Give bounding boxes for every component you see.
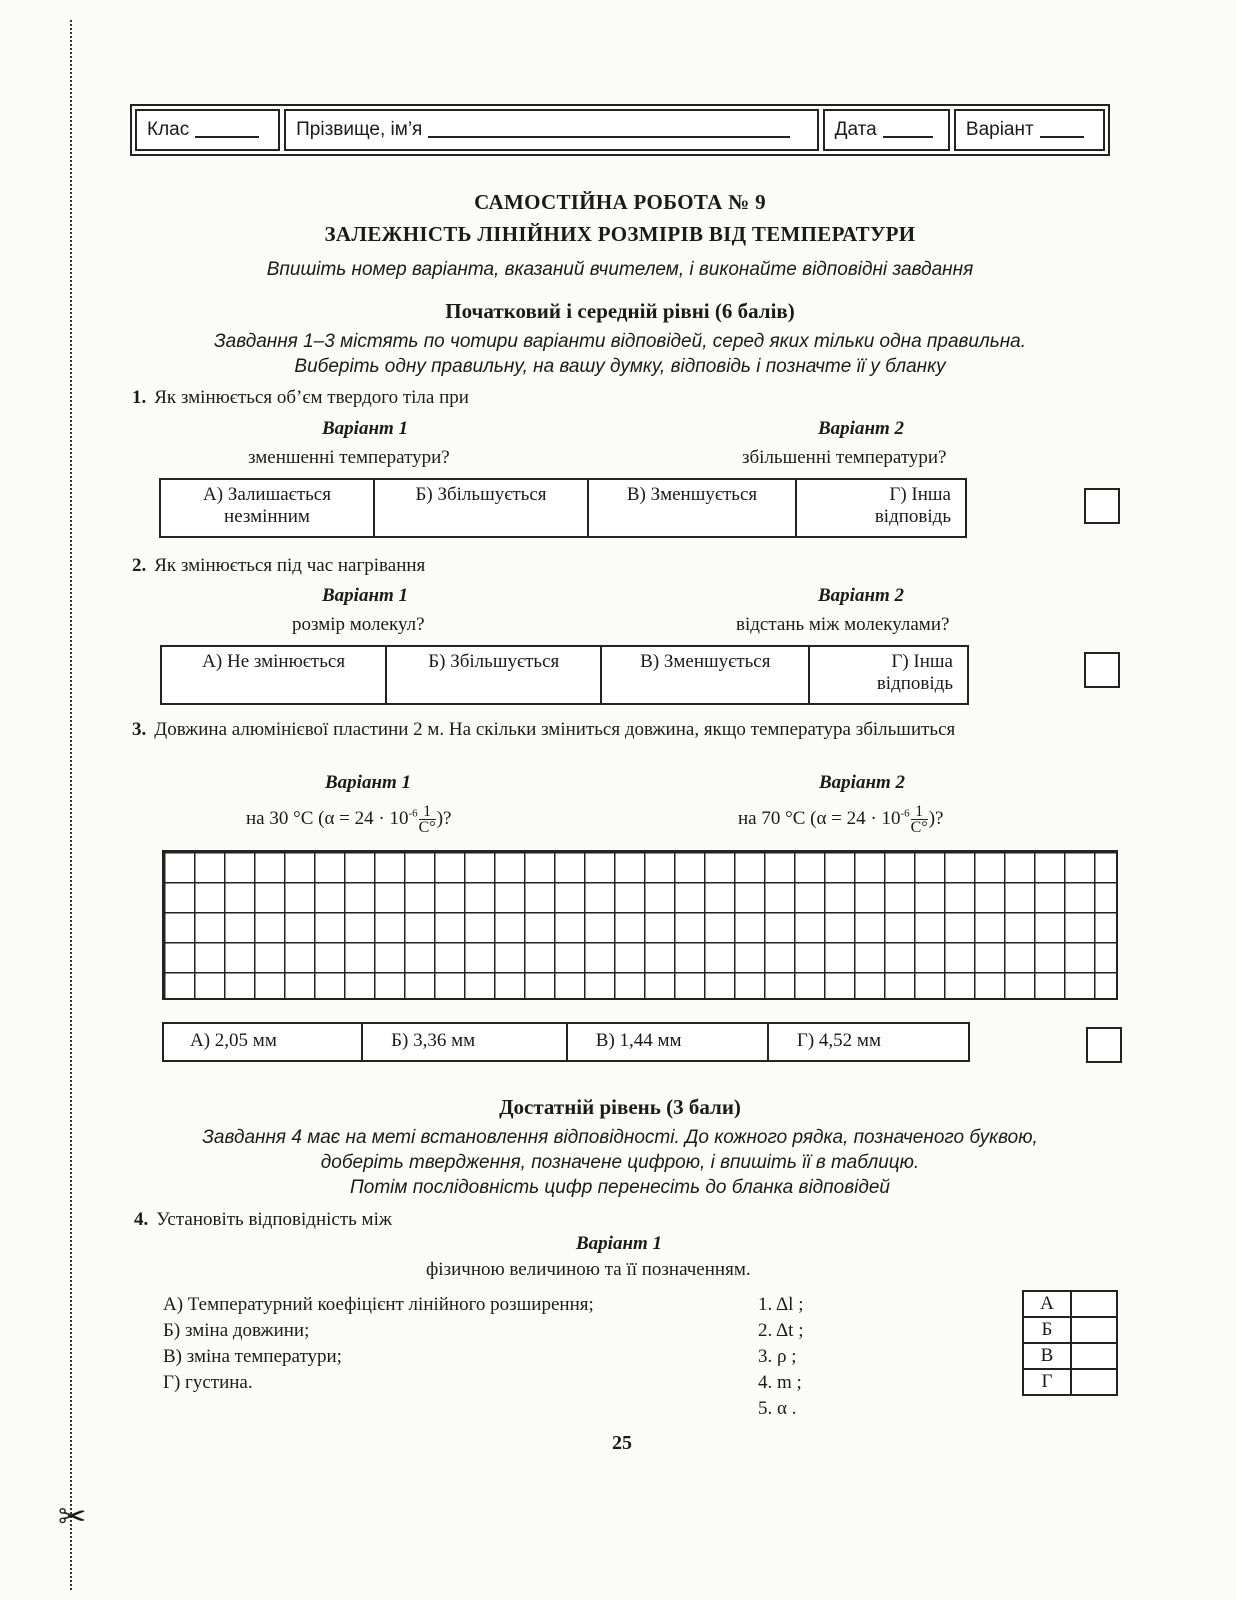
q1-option-a[interactable]: А) Залишається незмінним — [160, 479, 374, 537]
q3-option-d[interactable]: Г) 4,52 мм — [768, 1023, 969, 1061]
q3-options — [162, 1022, 970, 1062]
question-3 — [132, 717, 1122, 742]
page-number: 25 — [612, 1432, 632, 1454]
q2-variant1-label: Варіант 1 — [322, 585, 409, 606]
letter-cell: В — [1023, 1343, 1071, 1369]
answer-cell[interactable] — [1071, 1369, 1117, 1395]
q2-option-a[interactable]: А) Не змінюється — [161, 646, 386, 704]
q1-text: Як змінюється об’єм твердого тіла при — [154, 387, 469, 408]
q3-variant2-label: Варіант 2 — [819, 772, 906, 793]
answer-cell[interactable] — [1071, 1343, 1117, 1369]
section1-heading: Початковий і середній рівні (6 балів) — [445, 299, 795, 323]
list-item: 5. α . — [758, 1398, 797, 1419]
list-item: Г) густина. — [163, 1372, 253, 1393]
date-label: Дата — [834, 119, 877, 140]
q1-number: 1. — [132, 387, 147, 408]
date-field[interactable] — [823, 109, 950, 151]
scissors-icon: ✂ — [58, 1497, 87, 1537]
q3-variant1-text: на 30 °С ($\alpha = 24 \cdot 10^{-6}$ $\frac{1}{С^\circ}$ )? — [246, 803, 452, 836]
q4-left-list — [163, 1292, 594, 1396]
q2-number: 2. — [132, 555, 147, 576]
q4-text: Установіть відповідність між — [156, 1209, 392, 1230]
q1-variant1-label: Варіант 1 — [322, 418, 409, 439]
topic-title: ЗАЛЕЖНІСТЬ ЛІНІЙНИХ РОЗМІРІВ ВІД ТЕМПЕРАТУРИ — [324, 222, 916, 246]
q1-options — [159, 478, 967, 538]
section2-note1: Завдання 4 має на меті встановлення відповідності. До кожного рядка, позначеного буквою, — [202, 1127, 1038, 1148]
q1-variant2-text: збільшенні температури? — [742, 447, 947, 468]
q2-option-d[interactable]: Г) Інша відповідь — [809, 646, 968, 704]
q4-number: 4. — [134, 1209, 149, 1230]
q4-answer-table — [1022, 1290, 1118, 1396]
name-field[interactable] — [284, 109, 819, 151]
q2-option-c[interactable]: В) Зменшується — [601, 646, 809, 704]
q2-options — [160, 645, 969, 705]
question-4 — [134, 1209, 392, 1231]
q4-variant1-text: фізичною величиною та її позначенням. — [426, 1259, 751, 1280]
q4-variant1-label: Варіант 1 — [576, 1233, 663, 1254]
list-item: 1. Δl ; — [758, 1294, 804, 1315]
instruction: Впишіть номер варіанта, вказаний вчителем, і виконайте відповідні завдання — [266, 259, 974, 280]
answer-cell[interactable] — [1071, 1291, 1117, 1317]
q1-option-b[interactable]: Б) Збільшується — [374, 479, 588, 537]
section1-note2: Виберіть одну правильну, на вашу думку, відповідь і позначте її у бланку — [294, 356, 946, 377]
variant-field[interactable] — [954, 109, 1105, 151]
class-field[interactable] — [135, 109, 280, 151]
variant-label: Варіант — [965, 119, 1034, 140]
q3-number: 3. — [132, 719, 147, 740]
q2-variant1-text: розмір молекул? — [292, 614, 425, 635]
section2-note2: доберіть твердження, позначене цифрою, і впишіть її в таблицю. — [320, 1152, 920, 1173]
q1-variant2-label: Варіант 2 — [818, 418, 905, 439]
q3-option-a[interactable]: А) 2,05 мм — [163, 1023, 362, 1061]
solution-grid[interactable] — [162, 850, 1118, 1000]
letter-cell: Г — [1023, 1369, 1071, 1395]
q1-option-c[interactable]: В) Зменшується — [588, 479, 796, 537]
student-info-header — [130, 104, 1110, 156]
q3-answer-box[interactable] — [1086, 1027, 1122, 1063]
q3-text: Довжина алюмінієвої пластини 2 м. На скільки зміниться довжина, якщо температура збільшиться — [154, 719, 956, 740]
fraction: $\frac{1}{С^\circ}$ — [910, 803, 928, 836]
q1-variant1-text: зменшенні температури? — [248, 447, 450, 468]
q2-variant2-text: відстань між молекулами? — [736, 614, 950, 635]
cut-line — [70, 20, 72, 1590]
q2-option-b[interactable]: Б) Збільшується — [386, 646, 601, 704]
list-item: В) зміна температури; — [163, 1346, 342, 1367]
q3-variant2-text: на 70 °С ($\alpha = 24 \cdot 10^{-6}$ $\frac{1}{С^\circ}$ )? — [738, 803, 944, 836]
q1-answer-box[interactable] — [1084, 488, 1120, 524]
letter-cell: А — [1023, 1291, 1071, 1317]
q1-option-d[interactable]: Г) Інша відповідь — [796, 479, 966, 537]
list-item: А) Температурний коефіцієнт лінійного розширення; — [163, 1294, 594, 1315]
q2-text: Як змінюється під час нагрівання — [154, 555, 426, 576]
section1-note1: Завдання 1–3 містять по чотири варіанти відповідей, серед яких тільки одна правильна. — [213, 331, 1027, 352]
list-item: 2. Δt ; — [758, 1320, 804, 1341]
fraction: $\frac{1}{С^\circ}$ — [418, 803, 436, 836]
list-item: Б) зміна довжини; — [163, 1320, 310, 1341]
q3-variant1-label: Варіант 1 — [325, 772, 412, 793]
section2-heading: Достатній рівень (3 бали) — [499, 1095, 741, 1119]
name-label: Прізвище, ім’я — [296, 119, 423, 140]
q3-option-b[interactable]: Б) 3,36 мм — [362, 1023, 567, 1061]
q3-option-c[interactable]: В) 1,44 мм — [567, 1023, 768, 1061]
list-item: 4. m ; — [758, 1372, 802, 1393]
list-item: 3. ρ ; — [758, 1346, 797, 1367]
question-1 — [132, 387, 469, 409]
letter-cell: Б — [1023, 1317, 1071, 1343]
q2-variant2-label: Варіант 2 — [818, 585, 905, 606]
answer-cell[interactable] — [1071, 1317, 1117, 1343]
q4-right-list — [758, 1292, 803, 1422]
class-label: Клас — [147, 119, 190, 140]
q2-answer-box[interactable] — [1084, 652, 1120, 688]
work-title: САМОСТІЙНА РОБОТА № 9 — [474, 190, 766, 214]
question-2 — [132, 555, 425, 577]
section2-note3: Потім послідовність цифр перенесіть до бланка відповідей — [350, 1177, 890, 1198]
